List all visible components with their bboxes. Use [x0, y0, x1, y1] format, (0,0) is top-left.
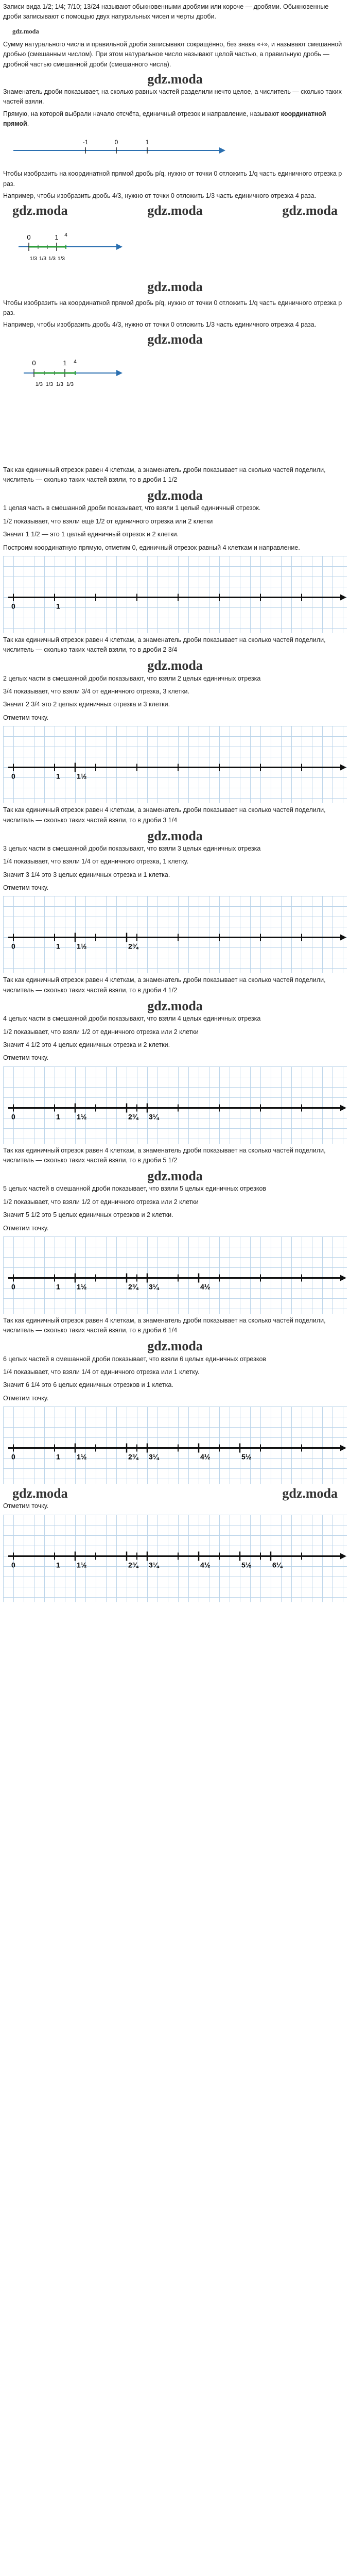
solution-text: Значит 5 1/2 это 5 целых единичных отрезков и 2 клетки. — [3, 1211, 173, 1219]
solution-text: 1/2 показывает, что взяли ещё 1/2 от единичного отрезка или 2 клетки — [3, 517, 213, 525]
solution-text: Значит 1 1/2 — это 1 целый единичный отрезок и 2 клетки. — [3, 531, 179, 538]
point-label: 1 — [56, 1112, 60, 1121]
tick-label: 0 — [27, 233, 31, 241]
solution-text: Так как единичный отрезок равен 4 клеткам, а знаменатель дроби показывает на сколько частей поделили, числитель — сколько таких частей взяли, то в дроби 1 1/2 — [3, 466, 326, 483]
theory-paragraph: Записи вида 1/2; 1/4; 7/10; 13/24 называют обыкновенными дробями или короче — дробями. Обыкновенные дроби записывают с помощью двух натуральных чисел и черты дроби. — [3, 3, 329, 21]
watermark-row — [3, 204, 347, 219]
solution-text: 1/4 показывает, что взяли 1/4 от единичного отрезка или 1 клетку. — [3, 1368, 200, 1376]
point-label: 3¼ — [149, 1282, 159, 1291]
tick-label: 4 — [74, 359, 77, 365]
point-label: 0 — [11, 942, 15, 951]
point-label: 1 — [56, 602, 60, 611]
watermark: gdz.moda — [147, 828, 203, 843]
point-label: 1 — [56, 772, 60, 781]
number-line — [3, 896, 347, 973]
number-line-grid — [3, 1066, 347, 1144]
solution-text: Значит 6 1/4 это 6 целых единичных отрезков и 1 клетка. — [3, 1381, 173, 1389]
theory-paragraph: Сумму натурального числа и правильной дроби записывают сокращённо, без знака «+», и называют смешанной дробью (смешанным числом). При этом натуральное число называют целой частью, а правильную дробь — дробной частью смешанной дроби (смешанного числа). — [3, 40, 342, 68]
solution-text: 5 целых частей в смешанной дроби показывает, что взяли 5 целых единичных отрезков — [3, 1185, 267, 1193]
number-line — [3, 726, 347, 803]
solution-text: Отметим точку. — [3, 714, 49, 721]
solution-text: 2 целых части в смешанной дроби показывают, что взяли 2 целых единичных отрезка — [3, 674, 261, 682]
solution-text: Значит 3 1/4 это 3 целых единичных отрезка и 1 клетка. — [3, 871, 170, 878]
point-label: 2¾ — [128, 1282, 138, 1291]
part-label: 1/3 — [36, 381, 43, 387]
watermark: gdz.moda — [147, 658, 203, 673]
theory-paragraph: Например, чтобы изобразить дробь 4/3, нужно от точки 0 отложить 1/3 часть единичного отрезка 4 раза. — [3, 192, 317, 200]
number-line-grid — [3, 556, 347, 633]
point-label: 1 — [56, 1561, 60, 1569]
watermark: gdz.moda — [147, 488, 203, 503]
watermark: gdz.moda — [282, 203, 338, 218]
part-label: 1/3 — [58, 256, 65, 262]
point-label: 1½ — [77, 1282, 87, 1291]
arrow-icon — [340, 1275, 346, 1281]
tick-label: -1 — [82, 139, 89, 146]
watermark-row — [3, 24, 347, 40]
part-label: 1/3 — [66, 381, 74, 387]
solution-text: Значит 2 3/4 это 2 целых единичных отрезка и 3 клетки. — [3, 701, 170, 708]
number-line-grid — [3, 726, 347, 803]
number-line — [3, 1236, 347, 1314]
solution-text: Значит 4 1/2 это 4 целых единичных отрезка и 2 клетки. — [3, 1041, 170, 1048]
number-line-grid — [3, 1515, 347, 1602]
theory-paragraph: Прямую, на которой выбрали начало отсчёта, единичный отрезок и направление, называют координатной прямой. — [3, 110, 326, 127]
solution-text: Отметим точку. — [3, 1224, 49, 1232]
arrow-icon — [340, 935, 346, 941]
theory-paragraph: Чтобы изобразить на координатной прямой дробь p/q, нужно от точки 0 отложить 1/q часть единичного отрезка p раз. — [3, 170, 342, 188]
solution-block — [0, 465, 350, 1602]
point-label: 1 — [56, 1452, 60, 1461]
watermark: gdz.moda — [147, 332, 203, 347]
watermark: gdz.moda — [282, 1485, 338, 1501]
solution-text: 1/2 показывает, что взяли 1/2 от единичного отрезка или 2 клетки — [3, 1028, 199, 1036]
watermark: gdz.moda — [12, 28, 39, 36]
watermark: gdz.moda — [147, 1338, 203, 1354]
watermark-row — [3, 658, 347, 674]
tick-label: 0 — [114, 139, 118, 146]
watermark: gdz.moda — [147, 1168, 203, 1184]
tick-label: 1 — [145, 139, 149, 146]
arrow-icon — [219, 147, 225, 154]
arrow-icon — [340, 765, 346, 771]
point-label: 0 — [11, 772, 15, 781]
theory-block — [0, 0, 350, 465]
watermark: gdz.moda — [147, 71, 203, 87]
watermark-row — [3, 488, 347, 503]
point-label: 6¼ — [272, 1561, 283, 1569]
watermark-row — [3, 72, 347, 87]
watermark: gdz.moda — [147, 279, 203, 295]
point-label: 0 — [11, 602, 15, 611]
arrow-icon — [340, 1445, 346, 1451]
tick-label: 4 — [64, 232, 67, 238]
point-label: 1½ — [77, 1452, 87, 1461]
solution-text: Так как единичный отрезок равен 4 клеткам, а знаменатель дроби показывает на сколько частей поделили, числитель — сколько таких частей взяли, то в дроби 2 3/4 — [3, 636, 326, 654]
part-label: 1/3 — [30, 256, 37, 262]
solution-text: Отметим точку. — [3, 1394, 49, 1402]
watermark-row — [3, 828, 347, 844]
point-label: 2¾ — [128, 1112, 138, 1121]
solution-text: Так как единичный отрезок равен 4 клеткам, а знаменатель дроби показывает на сколько частей поделили, числитель — сколько таких частей взяли, то в дроби 4 1/2 — [3, 976, 326, 994]
point-label: 1 — [56, 942, 60, 951]
point-label: 3¼ — [149, 1452, 159, 1461]
point-label: 2¾ — [128, 1561, 138, 1569]
point-label: 2¾ — [128, 1452, 138, 1461]
arrow-icon — [116, 370, 122, 376]
number-line — [3, 556, 347, 633]
solution-text: Так как единичный отрезок равен 4 клеткам, а знаменатель дроби показывает на сколько частей поделили, числитель — сколько таких частей взяли, то в дроби 5 1/2 — [3, 1146, 326, 1164]
watermark: gdz.moda — [147, 203, 203, 218]
solution-text: 4 целых части в смешанной дроби показывают, что взяли 4 целых единичных отрезка — [3, 1015, 261, 1023]
point-label: 1½ — [77, 1112, 87, 1121]
number-line — [3, 1515, 347, 1602]
watermark: gdz.moda — [12, 1485, 68, 1501]
point-label: 5½ — [241, 1452, 252, 1461]
number-line-grid — [3, 1236, 347, 1314]
watermark-row — [3, 1168, 347, 1184]
part-label: 1/3 — [56, 381, 63, 387]
solution-text: Так как единичный отрезок равен 4 клеткам, а знаменатель дроби показывает на сколько частей поделили, числитель — сколько таких частей взяли, то в дроби 3 1/4 — [3, 806, 326, 824]
point-label: 0 — [11, 1112, 15, 1121]
point-label: 1½ — [77, 942, 87, 951]
watermark: gdz.moda — [12, 203, 68, 218]
part-label: 1/3 — [48, 256, 56, 262]
tick-label: 1 — [55, 233, 59, 241]
number-line-grid — [3, 1406, 347, 1484]
point-label: 1½ — [77, 1561, 87, 1569]
theory-paragraph: Чтобы изобразить на координатной прямой дробь p/q, нужно от точки 0 отложить 1/q часть единичного отрезка p раз. — [3, 299, 342, 316]
theory-paragraph: Например, чтобы изобразить дробь 4/3, нужно от точки 0 отложить 1/3 часть единичного отрезка 4 раза. — [3, 321, 317, 329]
solution-text: Отметим точку. — [3, 884, 49, 891]
coordinate-line-figure — [3, 131, 347, 167]
number-line — [3, 1066, 347, 1144]
point-label: 0 — [11, 1561, 15, 1569]
point-label: 0 — [11, 1282, 15, 1291]
solution-text: 1/2 показывает, что взяли 1/2 от единичного отрезка или 2 клетки — [3, 1198, 199, 1206]
arrow-icon — [116, 244, 122, 250]
solution-text: 1 целая часть в смешанной дроби показывает, что взяли 1 целый единичный отрезок. — [3, 504, 261, 512]
theory-paragraph: Знаменатель дроби показывает, на сколько равных частей разделили нечто целое, а числитель — сколько таких частей взяли. — [3, 88, 342, 106]
solution-text: 3 целых части в смешанной дроби показывают, что взяли 3 целых единичных отрезка — [3, 844, 261, 852]
term-highlight: координатной прямой — [3, 110, 326, 127]
point-label: 3¼ — [149, 1561, 159, 1569]
fraction-figure — [3, 221, 347, 278]
point-label: 0 — [11, 1452, 15, 1461]
point-label: 1½ — [77, 772, 87, 781]
watermark-row — [3, 332, 347, 348]
solution-text: 3/4 показывает, что взяли 3/4 от единичного отрезка, 3 клетки. — [3, 688, 189, 695]
watermark-row — [3, 998, 347, 1014]
watermark: gdz.moda — [147, 998, 203, 1013]
number-line — [3, 1406, 347, 1484]
text-part: Прямую, на которой выбрали начало отсчёта, единичный отрезок и направление, называют — [3, 110, 281, 117]
fraction-figure — [3, 350, 347, 401]
watermark-row — [3, 1339, 347, 1354]
solution-text: 6 целых частей в смешанной дроби показывает, что взяли 6 целых единичных отрезков — [3, 1355, 267, 1363]
number-line-grid — [3, 896, 347, 973]
part-label: 1/3 — [46, 381, 53, 387]
solution-text: Так как единичный отрезок равен 4 клеткам, а знаменатель дроби показывает на сколько частей поделили, числитель — сколько таких частей взяли, то в дроби 6 1/4 — [3, 1316, 326, 1334]
point-label: 4½ — [200, 1282, 211, 1291]
solution-text: Отметим точку. — [3, 1054, 49, 1062]
point-label: 5½ — [241, 1561, 252, 1569]
point-label: 2¾ — [128, 942, 138, 951]
watermark-row — [3, 280, 347, 295]
point-label: 4½ — [200, 1452, 211, 1461]
tick-label: 1 — [63, 359, 67, 367]
watermark-row — [3, 1486, 347, 1501]
point-label: 3¼ — [149, 1112, 159, 1121]
arrow-icon — [340, 1105, 346, 1111]
arrow-icon — [340, 1553, 346, 1559]
tick-label: 0 — [32, 359, 36, 367]
solution-text: 1/4 показывает, что взяли 1/4 от единичного отрезка, 1 клетку. — [3, 858, 189, 866]
solution-text: Построим координатную прямую, отметим 0, единичный отрезок равный 4 клеткам и направление. — [3, 544, 300, 551]
part-label: 1/3 — [39, 256, 46, 262]
point-label: 4½ — [200, 1561, 211, 1569]
arrow-icon — [340, 594, 346, 600]
point-label: 1 — [56, 1282, 60, 1291]
solution-text: Отметим точку. — [3, 1502, 49, 1510]
